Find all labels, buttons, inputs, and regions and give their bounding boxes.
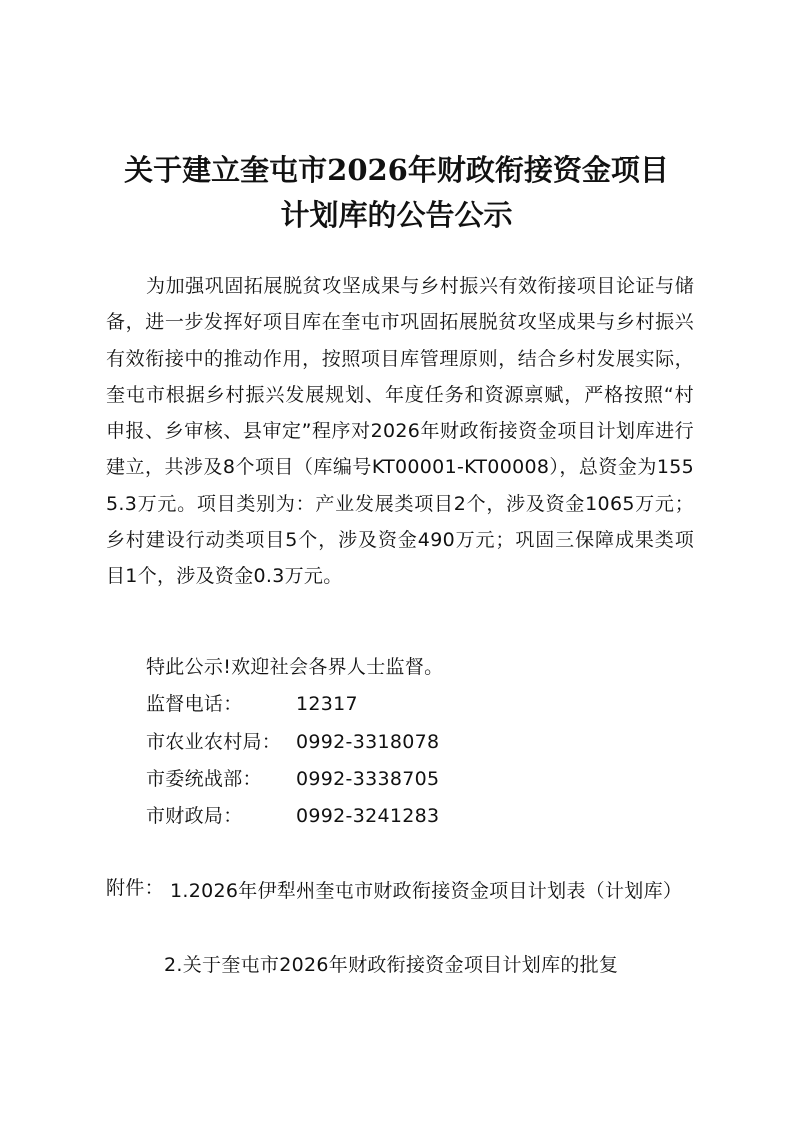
contact-phone-supervision: 12317: [296, 693, 358, 715]
contact-phone-united-front: 0992-3338705: [296, 768, 440, 790]
notice-line: 特此公示!欢迎社会各界人士监督。: [146, 656, 444, 678]
contact-label-united-front: 市委统战部：: [146, 768, 262, 790]
document-title-line-2: 计划库的公告公示: [280, 198, 513, 232]
document-title-line-1: 关于建立奎屯市2026年财政衔接资金项目: [124, 153, 669, 187]
attachment-item-1: 1.2026年伊犁州奎屯市财政衔接资金项目计划表（计划库）: [170, 880, 683, 902]
main-paragraph: 为加强巩固拓展脱贫攻坚成果与乡村振兴有效衔接项目论证与储备，进一步发挥好项目库在奎屯市巩固拓展脱贫攻坚成果与乡村振兴有效衔接中的推动作用，按照项目库管理原则，结合乡村发展实际，奎屯市根据乡村振兴发展规划、年度任务和资源禀赋，严格按照“村申报、乡审核、县审定”程序对2026年财政衔接资金项目计划库进行建立，共涉及8个项目（库编号KT00001-KT00008），总资金为1555.3万元。项目类别为：产业发展类项目2个，涉及资金1065万元；乡村建设行动类项目5个，涉及资金490万元；巩固三保障成果类项目1个，涉及资金0.3万元。: [106, 275, 694, 588]
attachment-item-2: 2.关于奎屯市2026年财政衔接资金项目计划库的批复: [164, 954, 619, 976]
contact-label-supervision: 监督电话：: [146, 693, 243, 715]
contact-phone-agriculture: 0992-3318078: [296, 731, 440, 753]
contact-label-finance: 市财政局：: [146, 805, 243, 827]
attachments-heading: 附件：: [106, 877, 164, 899]
contact-phone-finance: 0992-3241283: [296, 805, 440, 827]
contact-label-agriculture: 市农业农村局：: [146, 731, 282, 753]
